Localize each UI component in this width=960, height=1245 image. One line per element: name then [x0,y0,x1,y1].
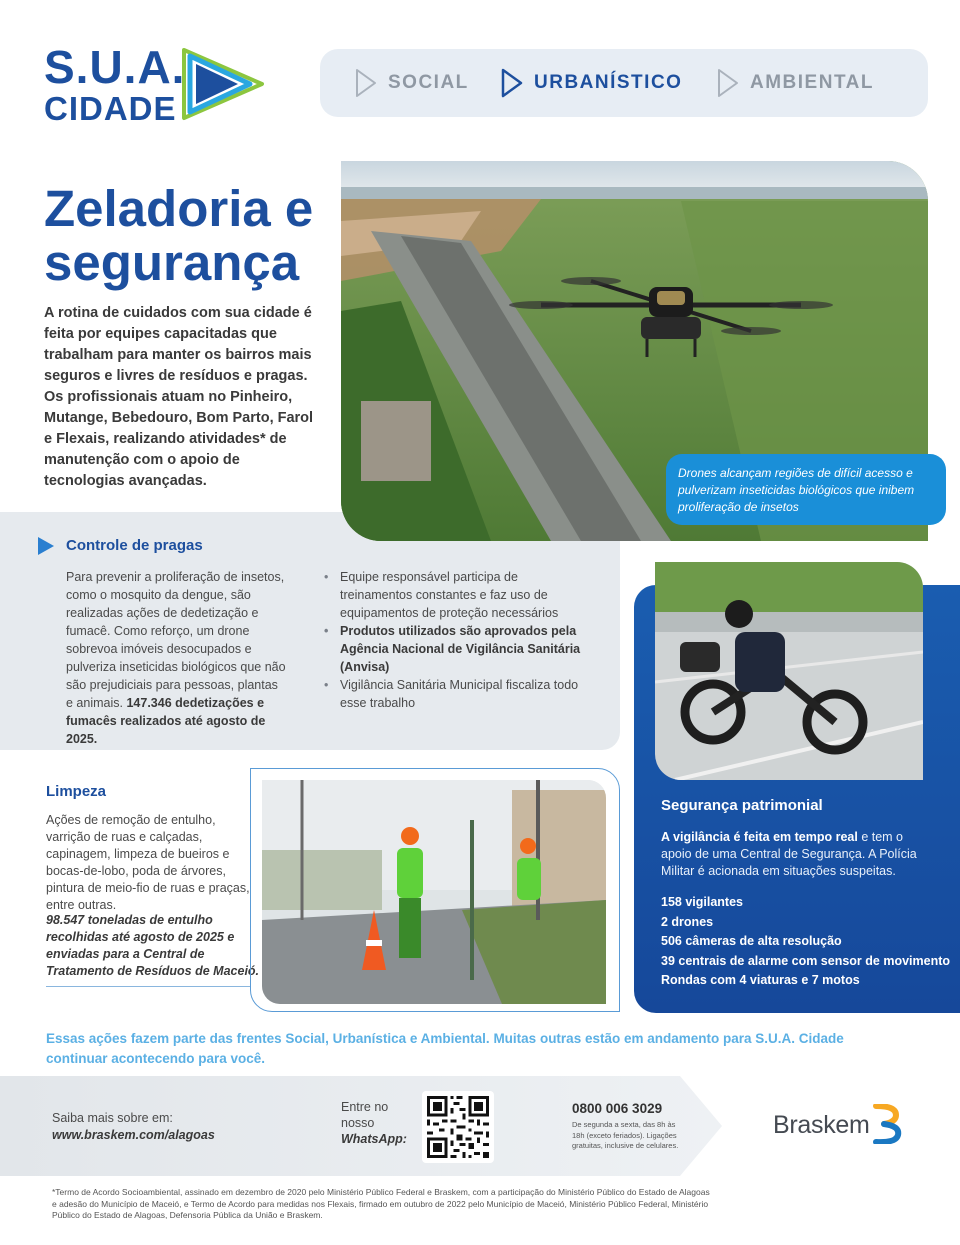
play-outline-icon [716,68,740,98]
pest-body: Para prevenir a proliferação de insetos, como o mosquito da dengue, são realizadas ações de dedetização e fumacê. Como reforço, um drone sobrevoa imóveis desocupados e pulveriza inseticidas biológicos que não são prejudiciais para pessoas, plantas e animais. [66,570,286,710]
closing-text: Essas ações fazem parte das frentes Social, Urbanística e Ambiental. Muitas outras estão em andamento para S.U.A. Cidade continuar acontecendo para você. [46,1031,844,1066]
braskem-mark-icon [872,1104,902,1144]
whatsapp-word: WhatsApp: [341,1132,407,1146]
security-text-bold: A vigilância é feita em tempo real [661,830,858,844]
list-item: • Produtos utilizados são aprovados pela Agência Nacional de Vigilância Sanitária (Anvisa) [324,622,592,676]
motorcycle-photo [655,562,923,780]
footnote: *Termo de Acordo Socioambiental, assinado em dezembro de 2020 pelo Ministério Público Federal e Braskem, com a participação do Ministério Público do Estado de Alagoas e adesão do Município de Maceió, e Termo de Acordo para medidas nos Flexais, firmado em outubro de 2022 pelo Município de Maceió, Ministério Público Federal, Ministério Público do Estado de Alagoas, Defensoria Pública da União e Braskem. [52,1187,710,1220]
play-outline-icon [500,68,524,98]
logo-line2: CIDADE [44,90,177,127]
security-stats [661,893,951,991]
logo [44,41,186,127]
list-item: 506 câmeras de alta resolução [661,934,842,948]
security-text [661,829,936,880]
security-text-rest: e tem o apoio de uma Central de Segurança. A Polícia Militar é acionada em situações suspeitas. [661,830,917,878]
pest-text [66,568,288,748]
play-outline-icon [354,68,378,98]
cleaning-text: Ações de remoção de entulho, varrição de ruas e calçadas, capinagem, limpeza de bueiros e bocas-de-lobo, poda de árvores, pintura de meio-fio de ruas e praças, entre outras. [46,813,250,912]
phone-note: De segunda a sexta, das 8h às 18h (exceto feriados). Ligações gratuitas, inclusive de celulares. [572,1120,679,1150]
tab-ambiental-label: AMBIENTAL [750,72,874,93]
cleaning-photo [262,780,606,1004]
cleaning-heading: Limpeza [46,783,107,800]
website-link[interactable]: www.braskem.com/alagoas [52,1128,215,1142]
phone-number[interactable]: 0800 006 3029 [572,1101,663,1116]
pest-highlight: 147.346 dedetizações e fumacês realizados até agosto de 2025. [66,696,266,746]
intro-text: A rotina de cuidados com sua cidade é feita por equipes capacitadas que trabalham para manter os bairros mais seguros e livres de resíduos e pragas. Os profissionais atuam no Pinheiro, Mutange, Bebedouro, Bom Parto, Farol e Flexais, realizando atividades* de manutenção com o apoio de tecnologias avançadas. [44,305,314,489]
whatsapp-label-text: Entre no nosso [341,1100,389,1130]
brand-name: Braskem [773,1110,870,1139]
tab-social[interactable] [354,49,469,117]
tab-social-label: SOCIAL [388,72,469,93]
list-item: 2 drones [661,914,714,929]
list-item: • Vigilância Sanitária Municipal fiscaliza todo esse trabalho [324,676,592,712]
tab-urbanistico[interactable] [500,49,682,117]
logo-line1: S.U.A. [44,41,186,93]
list-item: 39 centrais de alarme com sensor de movimento [661,953,951,968]
play-logo-icon [178,46,268,122]
page-title: Zeladoria e segurança [44,180,314,291]
learn-more-label: Saiba mais sobre em: [52,1111,173,1125]
list-item: 158 vigilantes [661,895,743,909]
section-tabs [320,49,928,117]
list-item: Rondas com 4 viaturas e 7 motos [661,973,860,987]
play-icon [37,536,55,556]
qr-code[interactable] [422,1091,494,1163]
divider [46,986,251,987]
tab-ambiental[interactable] [716,49,874,117]
security-heading: Segurança patrimonial [661,797,823,814]
drone-caption: Drones alcançam regiões de difícil acesso e pulverizam inseticidas biológicos que inibem proliferação de insetos [666,454,946,525]
pest-heading: Controle de pragas [66,537,203,554]
whatsapp-label [341,1099,411,1147]
tab-urbanistico-label: URBANÍSTICO [534,72,683,93]
cleaning-highlight: 98.547 toneladas de entulho recolhidas até agosto de 2025 e enviadas para a Central de Tratamento de Resíduos de Maceió. [46,913,260,978]
list-item: • Equipe responsável participa de treinamentos constantes e faz uso de equipamentos de proteção necessários [324,568,592,622]
braskem-logo [773,1106,902,1144]
pest-bullets [324,568,592,712]
